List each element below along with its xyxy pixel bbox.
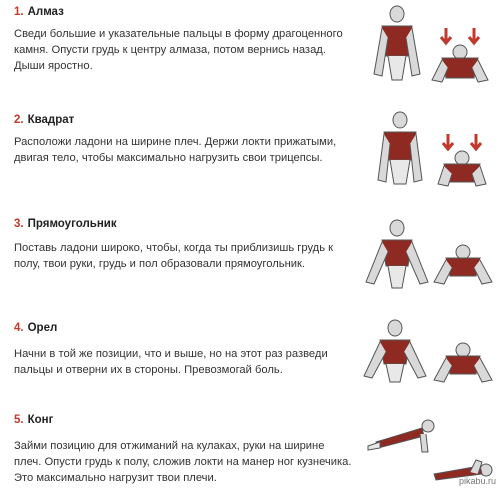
exercise-name: Орел [27, 322, 58, 334]
exercise-name: Квадрат [27, 114, 75, 126]
exercise-description: Расположи ладони на ширине плеч. Держи локти прижатыми, двигая тело, чтобы максимально нагрузить свои трицепсы. [14, 136, 337, 164]
exercise-number: 1. [14, 6, 24, 18]
pushup-lowered-figure [430, 242, 496, 286]
exercise-description: Займи позицию для отжиманий на кулаках, руки на ширине плеч. Опусти грудь к полу, сложив локти на манер ног кузнечика. Это максимально нагрузит твои плечи. [14, 440, 352, 484]
exercise-number: 5. [14, 414, 24, 426]
exercise-name: Прямоугольник [27, 218, 117, 230]
pushup-lowered-figure [432, 132, 492, 188]
pushup-front-figure [362, 218, 432, 290]
exercise-number: 3. [14, 218, 24, 230]
pushup-lowered-figure [428, 26, 492, 84]
exercise-number: 4. [14, 322, 24, 334]
exercise-title [14, 414, 53, 426]
pushup-front-figure [370, 4, 424, 84]
pushup-lowered-figure [430, 340, 496, 384]
exercise-number: 2. [14, 114, 24, 126]
exercise-title [14, 322, 57, 334]
exercise-title [14, 6, 64, 18]
exercise-name: Алмаз [27, 6, 64, 18]
pushup-front-figure [370, 110, 430, 188]
exercise-description: Поставь ладони широко, чтобы, когда ты приблизишь грудь к полу, твои руки, грудь и пол образовали прямоугольник. [14, 242, 334, 270]
exercise-title [14, 218, 117, 230]
exercise-description: Начни в той же позиции, что и выше, но на этот раз разведи пальцы и отверни их в стороны. Превозмогай боль. [14, 348, 328, 376]
exercise-name: Конг [27, 414, 54, 426]
watermark: pikabu.ru [458, 476, 496, 486]
pushup-side-figure [366, 416, 438, 456]
exercise-description: Сведи большие и указательные пальцы в форму драгоценного камня. Опусти грудь к центру алмаза, потом вернись назад. Дыши яростно. [14, 28, 343, 72]
pushup-front-figure [360, 318, 430, 384]
exercise-title [14, 114, 74, 126]
